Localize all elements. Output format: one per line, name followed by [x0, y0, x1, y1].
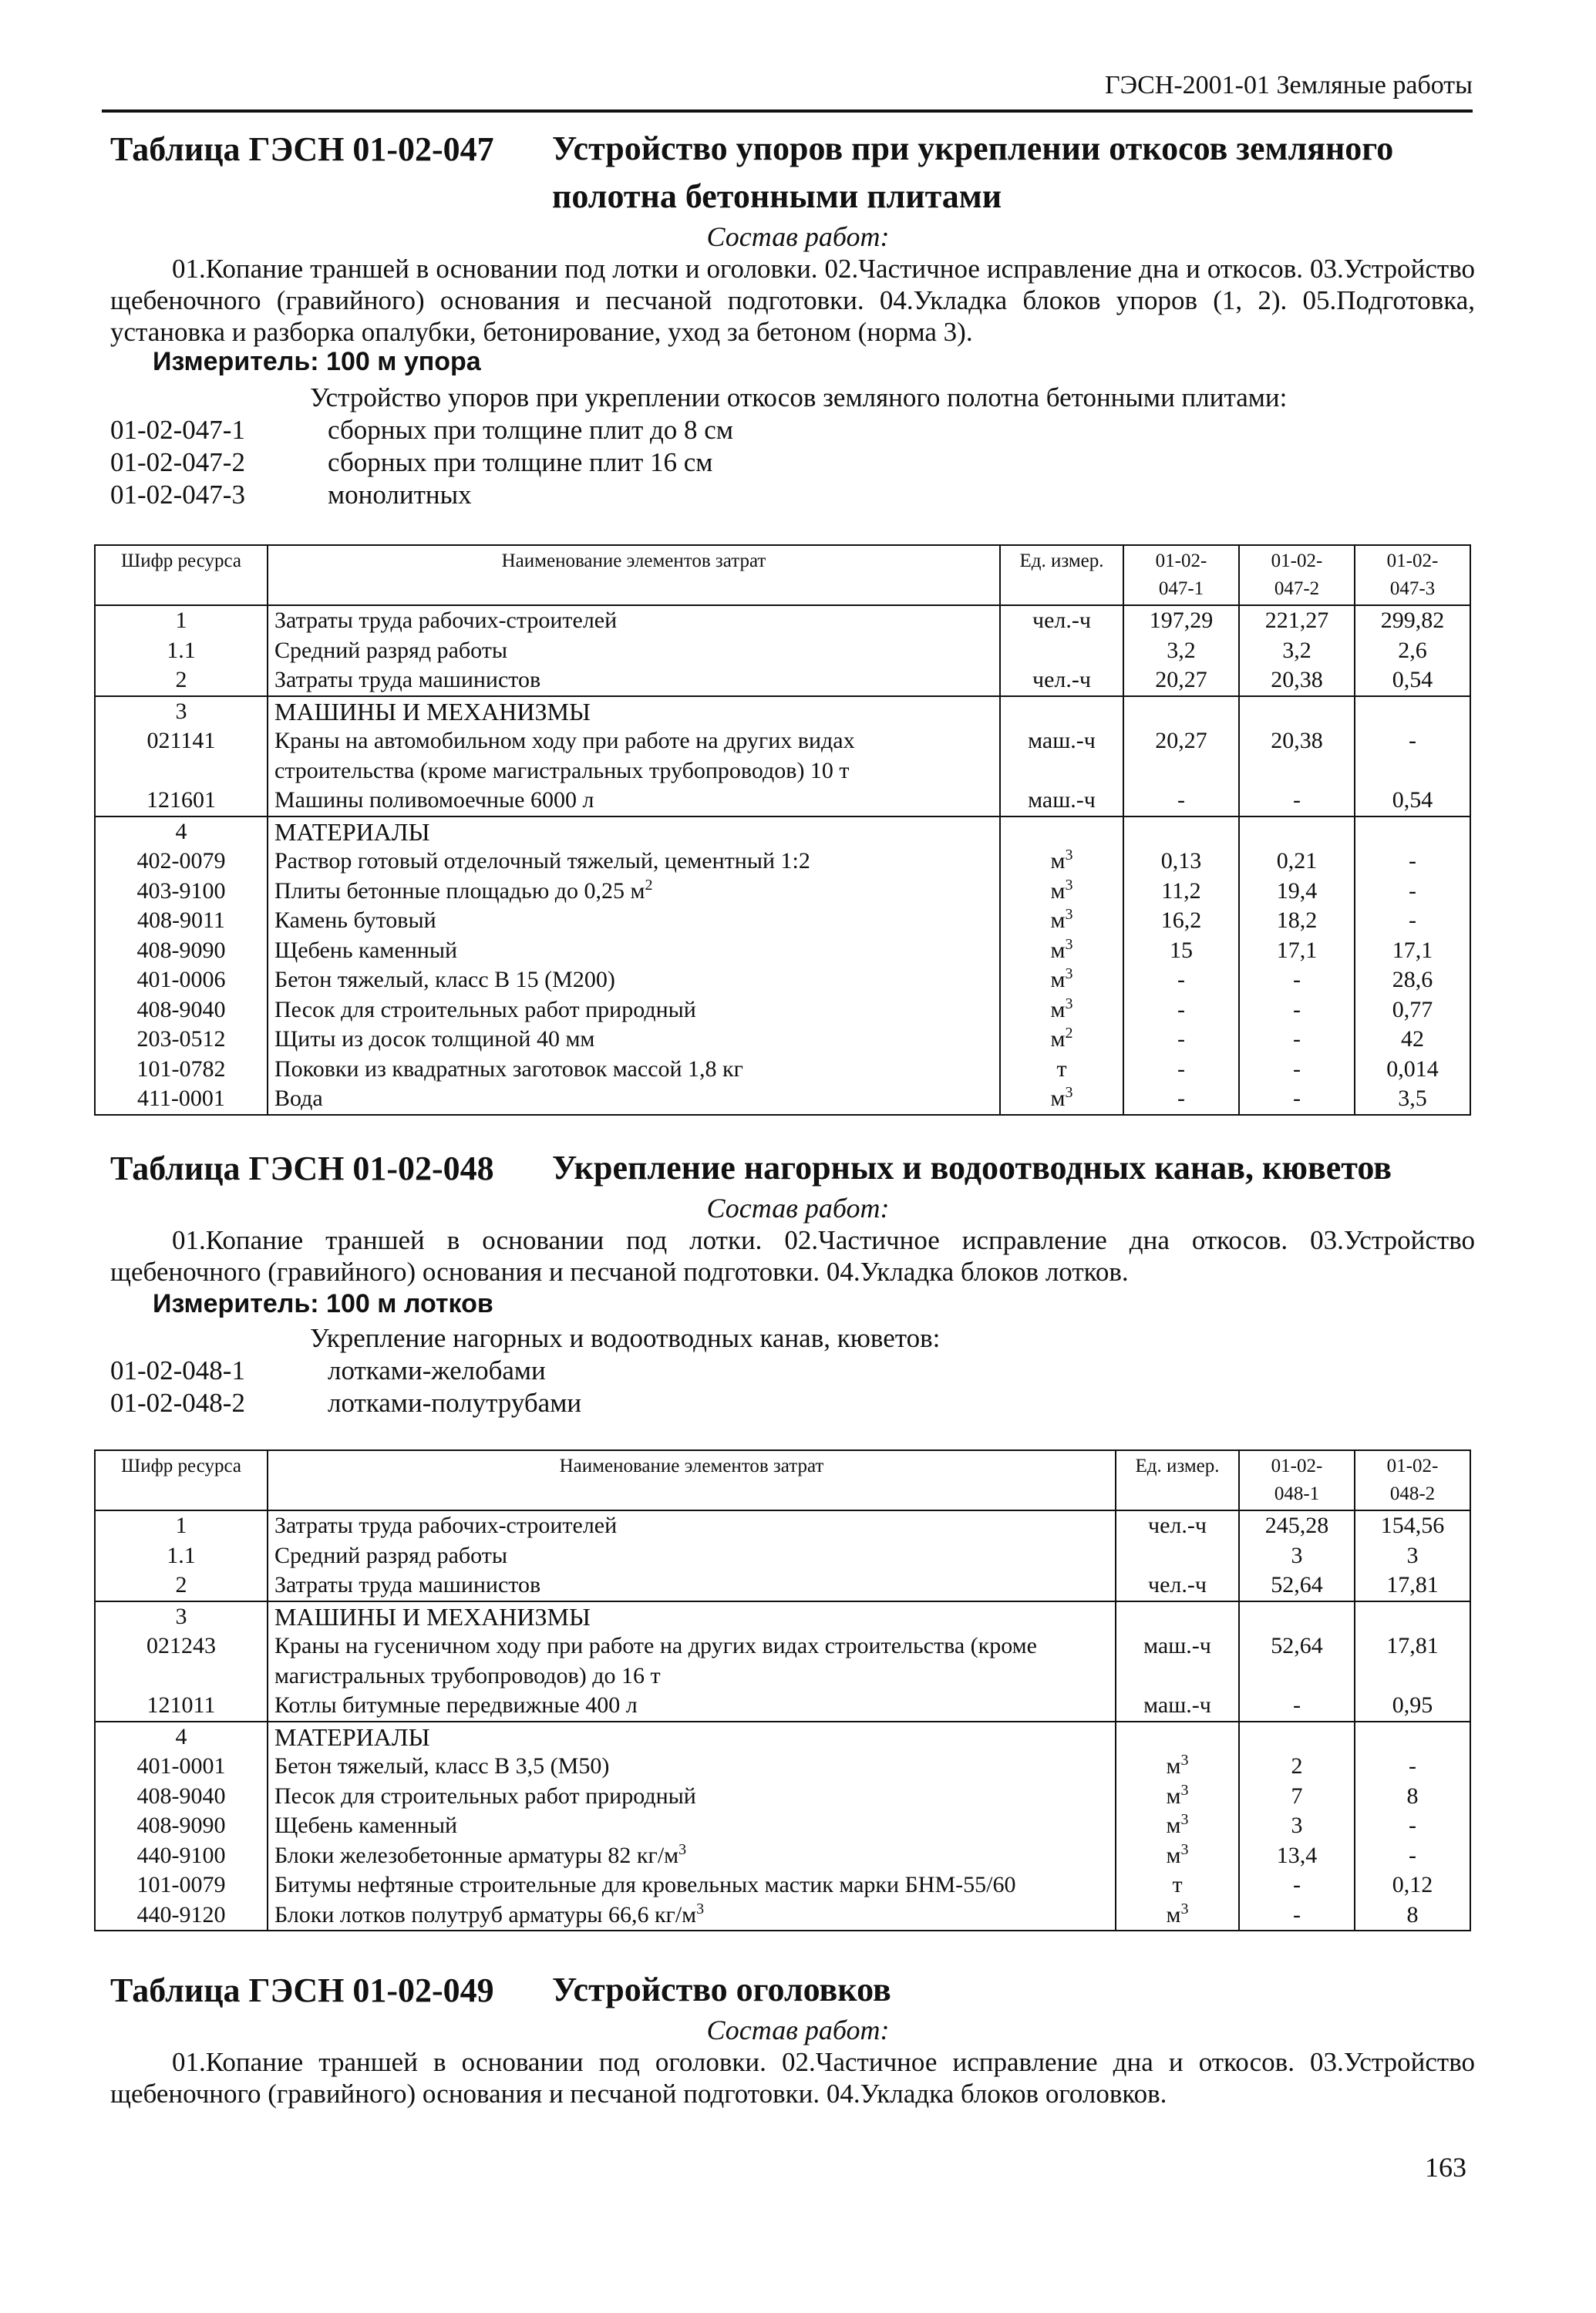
cell-value: 0,54 [1355, 665, 1470, 696]
col-header-variant-3 [1355, 545, 1470, 605]
table-047-sostav-label: Состав работ: [706, 221, 890, 252]
cell-value [1123, 816, 1239, 847]
cell-value [1355, 696, 1470, 727]
cell-unit [1000, 965, 1123, 995]
cell-name: Затраты труда машинистов [268, 1571, 1116, 1601]
cell-value: 18,2 [1239, 906, 1355, 936]
name-text: Плиты бетонные площадью до 0,25 м [274, 877, 645, 904]
cell-unit [1000, 1025, 1123, 1055]
cell-value: 52,64 [1239, 1631, 1355, 1691]
table-row [95, 1901, 1470, 1931]
cell-name: Затраты труда рабочих-строителей [268, 605, 1000, 636]
cell-code: 401-0006 [95, 965, 268, 995]
col-header-variant-1 [1239, 1450, 1355, 1510]
table-row [95, 636, 1470, 666]
running-header: ГЭСН-2001-01 Земляные работы [1105, 71, 1473, 99]
cell-value [1355, 1601, 1470, 1632]
cell-code: 408-9040 [95, 1782, 268, 1812]
cell-unit [1000, 877, 1123, 907]
cell-value: - [1123, 1084, 1239, 1115]
cell-value: 20,27 [1123, 665, 1239, 696]
cell-value: - [1123, 1055, 1239, 1085]
cell-code: 408-9090 [95, 936, 268, 966]
cell-value: - [1123, 1025, 1239, 1055]
cell-unit [1116, 1841, 1239, 1871]
cell-name: Средний разряд работы [268, 636, 1000, 666]
cell-name: МАТЕРИАЛЫ [268, 816, 1000, 847]
col-header-name: Наименование элементов затрат [268, 545, 1000, 605]
cell-value: - [1355, 877, 1470, 907]
cell-unit [1000, 696, 1123, 727]
table-049-number: Таблица ГЭСН 01-02-049 [110, 1971, 494, 2009]
cell-code: 411-0001 [95, 1084, 268, 1115]
cell-value: 42 [1355, 1025, 1470, 1055]
resource-table-048 [94, 1449, 1471, 1931]
cell-code: 4 [95, 816, 268, 847]
cell-value: - [1239, 965, 1355, 995]
cell-name: Щебень каменный [268, 936, 1000, 966]
cell-unit [1000, 906, 1123, 936]
table-048-number: Таблица ГЭСН 01-02-048 [110, 1150, 494, 1187]
unit-exponent: 3 [1065, 1084, 1073, 1101]
variant-code: 01-02-047-2 [110, 447, 245, 477]
cell-value: 19,4 [1239, 877, 1355, 907]
cell-value: 0,13 [1123, 847, 1239, 877]
table-047-intro: Устройство упоров при укреплении откосов земляного полотна бетонными плитами: [310, 382, 1288, 412]
table-048-work-text: 01.Копание траншей в основании под лотки. 02.Частичное исправление дна откосов. 03.Устройство щебеночного (гравийного) основания и песчаной подготовки. 04.Укладка блоков лотков. [110, 1225, 1475, 1287]
cell-name: Бетон тяжелый, класс В 3,5 (М50) [268, 1752, 1116, 1782]
cell-value: 16,2 [1123, 906, 1239, 936]
cell-code: 3 [95, 1601, 268, 1632]
cell-name: Затраты труда машинистов [268, 665, 1000, 696]
cell-value: 17,1 [1239, 936, 1355, 966]
cell-code: 021141 [95, 726, 268, 786]
unit-text: м [1050, 848, 1066, 874]
header-rule [102, 109, 1473, 113]
cell-value: - [1239, 1055, 1355, 1085]
cell-value: 15 [1123, 936, 1239, 966]
cell-unit: маш.-ч [1000, 786, 1123, 816]
cell-code: 1.1 [95, 636, 268, 666]
cell-unit [1116, 1541, 1239, 1571]
col-header-line: 01-02- [1386, 1456, 1439, 1476]
unit-exponent: 3 [1065, 935, 1073, 953]
cell-unit: чел.-ч [1000, 605, 1123, 636]
cell-value: 0,77 [1355, 995, 1470, 1025]
cell-value: 20,27 [1123, 726, 1239, 786]
cell-value: - [1123, 786, 1239, 816]
unit-exponent: 3 [1065, 995, 1073, 1012]
cell-value: 7 [1239, 1782, 1355, 1812]
cell-value: - [1239, 1025, 1355, 1055]
table-section-row [95, 1722, 1470, 1752]
cell-value: 28,6 [1355, 965, 1470, 995]
cell-unit [1000, 1084, 1123, 1115]
variant-label: лотками-полутрубами [328, 1388, 582, 1418]
cell-value: 154,56 [1355, 1510, 1470, 1541]
table-row [95, 965, 1470, 995]
col-header-line: 048-1 [1274, 1483, 1320, 1504]
cell-name: МАТЕРИАЛЫ [268, 1722, 1116, 1752]
cell-unit: т [1116, 1870, 1239, 1901]
table-row [95, 1631, 1470, 1691]
col-header-line: 01-02- [1271, 550, 1323, 571]
unit-text: м [1166, 1842, 1181, 1868]
cell-name [268, 1901, 1116, 1931]
cell-name: Щебень каменный [268, 1811, 1116, 1841]
cell-code: 021243 [95, 1631, 268, 1691]
col-header-line: 01-02- [1386, 550, 1439, 571]
cell-value [1239, 696, 1355, 727]
cell-name: Машины поливомоечные 6000 л [268, 786, 1000, 816]
cell-value: - [1123, 965, 1239, 995]
cell-value: - [1355, 726, 1470, 786]
cell-value [1239, 1601, 1355, 1632]
table-section-row [95, 1601, 1470, 1632]
cell-unit: маш.-ч [1116, 1631, 1239, 1691]
cell-value: 17,81 [1355, 1631, 1470, 1691]
table-row [95, 1841, 1470, 1871]
cell-name: МАШИНЫ И МЕХАНИЗМЫ [268, 696, 1000, 727]
unit-text: м [1166, 1753, 1181, 1779]
table-row [95, 1541, 1470, 1571]
col-header-line: 047-1 [1158, 578, 1204, 599]
unit-text: м [1166, 1901, 1181, 1928]
cell-code: 4 [95, 1722, 268, 1752]
cell-value: 0,54 [1355, 786, 1470, 816]
col-header-name: Наименование элементов затрат [268, 1450, 1116, 1510]
cell-name: Поковки из квадратных заготовок массой 1,8 кг [268, 1055, 1000, 1085]
name-text: Блоки железобетонные арматуры 82 кг/м [274, 1842, 679, 1868]
cell-unit [1116, 1722, 1239, 1752]
cell-value: 0,21 [1239, 847, 1355, 877]
cell-unit [1116, 1601, 1239, 1632]
unit-exponent: 3 [1065, 965, 1073, 982]
variant-label: сборных при толщине плит до 8 см [328, 415, 733, 445]
col-header-variant-2 [1239, 545, 1355, 605]
table-048-title: Укрепление нагорных и водоотводных канав, кюветов [552, 1149, 1392, 1187]
cell-value: 17,81 [1355, 1571, 1470, 1601]
unit-text: м [1050, 907, 1066, 933]
cell-value: 2 [1239, 1752, 1355, 1782]
cell-value: - [1239, 1084, 1355, 1115]
unit-text: м [1166, 1813, 1181, 1838]
cell-code: 402-0079 [95, 847, 268, 877]
cell-value: - [1355, 1841, 1470, 1871]
cell-value: 3 [1355, 1541, 1470, 1571]
table-047-title: Устройство упоров при укреплении откосов земляного полотна бетонными плитами [552, 130, 1394, 215]
cell-value: - [1239, 1901, 1355, 1931]
variant-code: 01-02-047-1 [110, 415, 245, 445]
cell-code: 1 [95, 605, 268, 636]
unit-text: м [1050, 1026, 1066, 1052]
table-row [95, 936, 1470, 966]
cell-name: Щиты из досок толщиной 40 мм [268, 1025, 1000, 1055]
cell-name: Песок для строительных работ природный [268, 1782, 1116, 1812]
cell-value: 245,28 [1239, 1510, 1355, 1541]
table-row [95, 906, 1470, 936]
cell-unit: чел.-ч [1000, 665, 1123, 696]
cell-value: - [1355, 847, 1470, 877]
cell-value: 3 [1239, 1811, 1355, 1841]
table-section-row [95, 816, 1470, 847]
table-047-measure: Измеритель: 100 м упора [153, 347, 481, 376]
cell-name [268, 1841, 1116, 1871]
cell-unit [1000, 847, 1123, 877]
cell-value: 0,95 [1355, 1691, 1470, 1722]
table-047-work-text: 01.Копание траншей в основании под лотки и оголовки. 02.Частичное исправление дна и откосов. 03.Устройство щебеночного (гравийного) основания и песчаной подготовки. 04.Укладка блоков упоров (1, 2). 05.Подготовка, установка и разборка опалубки, бетонирование, уход за бетоном (норма 3). [110, 254, 1475, 347]
table-row [95, 1782, 1470, 1812]
cell-value: 11,2 [1123, 877, 1239, 907]
cell-unit [1000, 936, 1123, 966]
cell-code: 1 [95, 1510, 268, 1541]
unit-exponent: 3 [1065, 847, 1073, 864]
table-row [95, 1870, 1470, 1901]
cell-code: 408-9011 [95, 906, 268, 936]
table-row [95, 665, 1470, 696]
variant-code: 01-02-048-2 [110, 1388, 245, 1418]
col-header-code: Шифр ресурса [95, 1450, 268, 1510]
cell-value: 299,82 [1355, 605, 1470, 636]
unit-text: м [1050, 967, 1066, 992]
table-row [95, 995, 1470, 1025]
unit-exponent: 3 [1180, 1811, 1189, 1828]
cell-name: Краны на гусеничном ходу при работе на других видах строительства (кроме магистральных трубопроводов) до 16 т [268, 1631, 1116, 1691]
col-header-unit: Ед. измер. [1000, 545, 1123, 605]
cell-code: 2 [95, 1571, 268, 1601]
cell-unit [1000, 816, 1123, 847]
cell-code: 121011 [95, 1691, 268, 1722]
col-header-variant-1 [1123, 545, 1239, 605]
unit-exponent: 2 [1065, 1025, 1073, 1042]
variant-code: 01-02-048-1 [110, 1355, 245, 1385]
col-header-line: 048-2 [1389, 1483, 1436, 1504]
cell-code: 1.1 [95, 1541, 268, 1571]
cell-unit: чел.-ч [1116, 1510, 1239, 1541]
cell-code: 3 [95, 696, 268, 727]
cell-value: 2,6 [1355, 636, 1470, 666]
resource-table-047 [94, 544, 1471, 1116]
table-row [95, 1510, 1470, 1541]
cell-name: Вода [268, 1084, 1000, 1115]
unit-text: м [1050, 996, 1066, 1022]
col-header-line: 047-3 [1389, 578, 1436, 599]
table-048-measure: Измеритель: 100 м лотков [153, 1289, 493, 1318]
table-row [95, 605, 1470, 636]
cell-code: 401-0001 [95, 1752, 268, 1782]
cell-value: 8 [1355, 1782, 1470, 1812]
cell-value: 3,2 [1239, 636, 1355, 666]
table-row [95, 1811, 1470, 1841]
table-row [95, 1055, 1470, 1085]
variant-label: монолитных [328, 480, 472, 510]
cell-value: 221,27 [1239, 605, 1355, 636]
cell-code: 408-9090 [95, 1811, 268, 1841]
cell-value: 0,12 [1355, 1870, 1470, 1901]
table-048-sostav-label: Состав работ: [706, 1193, 890, 1224]
cell-unit [1000, 995, 1123, 1025]
cell-name: Раствор готовый отделочный тяжелый, цементный 1:2 [268, 847, 1000, 877]
table-row [95, 877, 1470, 907]
cell-value: 0,014 [1355, 1055, 1470, 1085]
page-number: 163 [1425, 2152, 1466, 2183]
table-row [95, 1025, 1470, 1055]
cell-value: 3 [1239, 1541, 1355, 1571]
cell-value: 20,38 [1239, 665, 1355, 696]
unit-exponent: 3 [1180, 1900, 1189, 1917]
cell-name: Средний разряд работы [268, 1541, 1116, 1571]
table-row [95, 847, 1470, 877]
cell-code: 2 [95, 665, 268, 696]
cell-value: - [1355, 1811, 1470, 1841]
cell-name: Камень бутовый [268, 906, 1000, 936]
cell-value: - [1355, 906, 1470, 936]
cell-value: - [1123, 995, 1239, 1025]
table-row [95, 786, 1470, 816]
unit-text: м [1050, 1086, 1066, 1111]
cell-value: - [1239, 1870, 1355, 1901]
cell-value: 20,38 [1239, 726, 1355, 786]
cell-value: 8 [1355, 1901, 1470, 1931]
cell-value [1239, 816, 1355, 847]
name-exponent: 3 [696, 1900, 705, 1917]
cell-unit: т [1000, 1055, 1123, 1085]
cell-unit [1116, 1752, 1239, 1782]
col-header-line: 01-02- [1155, 550, 1207, 571]
table-049-work-text: 01.Копание траншей в основании под оголовки. 02.Частичное исправление дна и откосов. 03.Устройство щебеночного (гравийного) основания и песчаной подготовки. 04.Укладка блоков оголовков. [110, 2047, 1475, 2109]
cell-code: 101-0782 [95, 1055, 268, 1085]
name-exponent: 2 [645, 876, 653, 894]
cell-value [1123, 696, 1239, 727]
table-047-number: Таблица ГЭСН 01-02-047 [110, 130, 494, 168]
name-exponent: 3 [678, 1840, 687, 1858]
cell-code: 403-9100 [95, 877, 268, 907]
name-text: Блоки лотков полутруб арматуры 66,6 кг/м [274, 1901, 697, 1928]
cell-code: 408-9040 [95, 995, 268, 1025]
cell-unit [1000, 636, 1123, 666]
table-049-sostav-label: Состав работ: [706, 2015, 890, 2045]
cell-code: 121601 [95, 786, 268, 816]
unit-text: м [1166, 1783, 1181, 1809]
cell-code: 440-9100 [95, 1841, 268, 1871]
unit-exponent: 3 [1180, 1840, 1189, 1858]
cell-unit [1116, 1782, 1239, 1812]
cell-value: 52,64 [1239, 1571, 1355, 1601]
cell-name: Затраты труда рабочих-строителей [268, 1510, 1116, 1541]
table-048-intro: Укрепление нагорных и водоотводных канав, кюветов: [310, 1323, 941, 1353]
cell-name: Песок для строительных работ природный [268, 995, 1000, 1025]
col-header-line: 01-02- [1271, 1456, 1323, 1476]
cell-value: - [1239, 786, 1355, 816]
cell-value: 3,5 [1355, 1084, 1470, 1115]
cell-value [1355, 1722, 1470, 1752]
table-row [95, 1691, 1470, 1722]
unit-exponent: 3 [1180, 1781, 1189, 1799]
cell-value: 197,29 [1123, 605, 1239, 636]
cell-name: МАШИНЫ И МЕХАНИЗМЫ [268, 1601, 1116, 1632]
variant-code: 01-02-047-3 [110, 480, 245, 510]
cell-unit [1116, 1901, 1239, 1931]
col-header-variant-2 [1355, 1450, 1470, 1510]
cell-value: - [1239, 995, 1355, 1025]
cell-name [268, 877, 1000, 907]
cell-name: Бетон тяжелый, класс В 15 (М200) [268, 965, 1000, 995]
table-row [95, 1752, 1470, 1782]
cell-unit: чел.-ч [1116, 1571, 1239, 1601]
cell-name: Котлы битумные передвижные 400 л [268, 1691, 1116, 1722]
unit-exponent: 3 [1065, 906, 1073, 923]
col-header-line: 047-2 [1274, 578, 1320, 599]
variant-label: сборных при толщине плит 16 см [328, 447, 713, 477]
variant-label: лотками-желобами [328, 1355, 546, 1385]
table-row [95, 1084, 1470, 1115]
cell-value: - [1239, 1691, 1355, 1722]
col-header-code: Шифр ресурса [95, 545, 268, 605]
cell-value: - [1355, 1752, 1470, 1782]
cell-value: 13,4 [1239, 1841, 1355, 1871]
table-049-title: Устройство оголовков [552, 1971, 891, 2008]
cell-value [1355, 816, 1470, 847]
table-row [95, 1571, 1470, 1601]
unit-text: м [1050, 937, 1066, 963]
unit-text: м [1050, 877, 1066, 904]
cell-value: 3,2 [1123, 636, 1239, 666]
cell-unit [1116, 1811, 1239, 1841]
cell-value [1239, 1722, 1355, 1752]
cell-code: 440-9120 [95, 1901, 268, 1931]
cell-name: Краны на автомобильном ходу при работе на других видах строительства (кроме магистральных трубопроводов) 10 т [268, 726, 1000, 786]
cell-unit: маш.-ч [1000, 726, 1123, 786]
col-header-unit: Ед. измер. [1116, 1450, 1239, 1510]
cell-unit: маш.-ч [1116, 1691, 1239, 1722]
table-section-row [95, 696, 1470, 727]
table-row [95, 726, 1470, 786]
cell-value: 17,1 [1355, 936, 1470, 966]
unit-exponent: 3 [1065, 876, 1073, 894]
cell-name: Битумы нефтяные строительные для кровельных мастик марки БНМ-55/60 [268, 1870, 1116, 1901]
cell-code: 101-0079 [95, 1870, 268, 1901]
cell-code: 203-0512 [95, 1025, 268, 1055]
unit-exponent: 3 [1180, 1752, 1189, 1769]
